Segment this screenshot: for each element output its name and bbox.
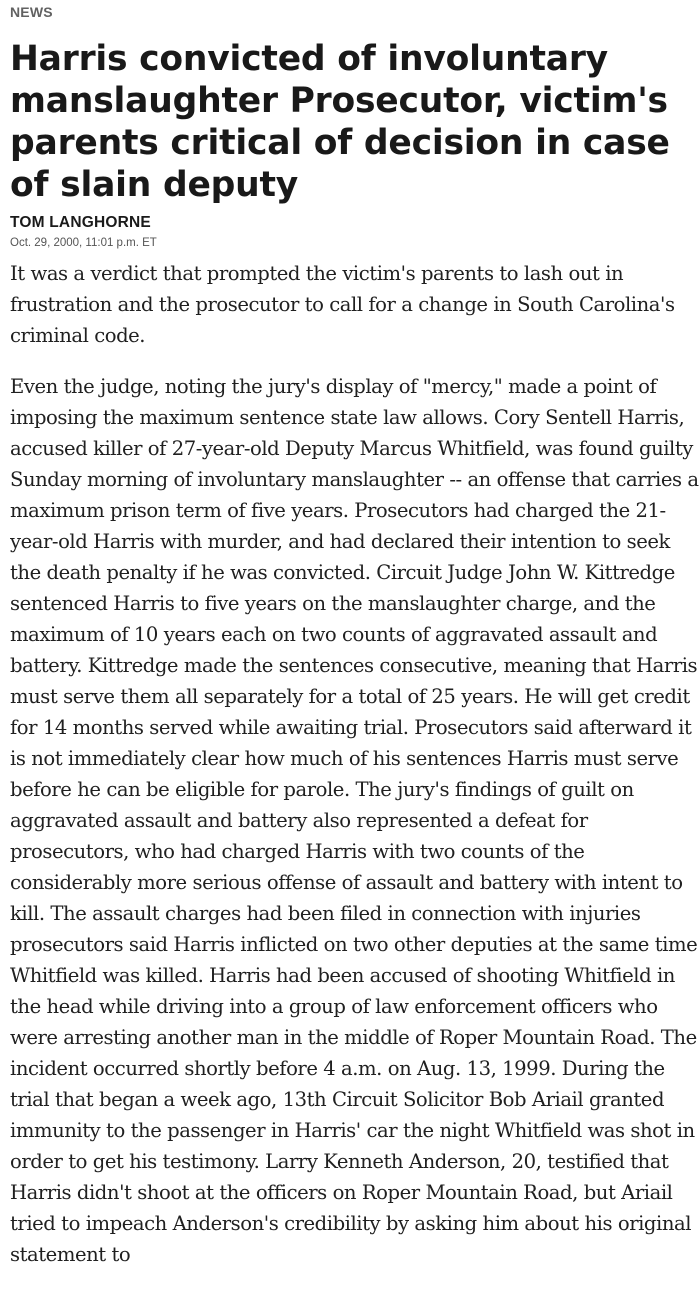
section-label[interactable]: NEWS (10, 4, 53, 20)
dateline: Oct. 29, 2000, 11:01 p.m. ET (10, 237, 157, 249)
headline: Harris convicted of involuntary manslaughter Prosecutor, victim's parents critical of decision in case of slain deputy (10, 39, 670, 205)
author-byline[interactable]: TOM LANGHORNE (10, 214, 151, 231)
article-paragraph: It was a verdict that prompted the victim's parents to lash out in frustration and the prosecutor to call for a change in South Carolina's criminal code. (10, 262, 675, 347)
article-paragraph: Even the judge, noting the jury's display of "mercy," made a point of imposing the maximum sentence state law allows. Cory Sentell Harris, accused killer of 27-year-old Deputy Marcus Whitfield, was found guilty Sunday morning of involuntary manslaughter -- an offense that carries a maximum prison term of five years. Prosecutors had charged the 21-year-old Harris with murder, and had declared their intention to seek the death penalty if he was convicted. Circuit Judge John W. Kittredge sentenced Harris to five years on the manslaughter charge, and the maximum of 10 years each on two counts of aggravated assault and battery. Kittredge made the sentences consecutive, meaning that Harris must serve them all separately for a total of 25 years. He will get credit for 14 months served while awaiting trial. Prosecutors said afterward it is not immediately clear how much of his sentences Harris must serve before he can be eligible for parole. The jury's findings of guilt on aggravated assault and battery also represented a defeat for prosecutors, who had charged Harris with two counts of the considerably more serious offense of assault and battery with intent to kill. The assault charges had been filed in connection with injuries prosecutors said Harris inflicted on two other deputies at the same time Whitfield was killed. Harris had been accused of shooting Whitfield in the head while driving into a group of law enforcement officers who were arresting another man in the middle of Roper Mountain Road. The incident occurred shortly before 4 a.m. on Aug. 13, 1999. During the trial that began a week ago, 13th Circuit Solicitor Bob Ariail granted immunity to the passenger in Harris' car the night Whitfield was shot in order to get his testimony. Larry Kenneth Anderson, 20, testified that Harris didn't shoot at the officers on Roper Mountain Road, but Ariail tried to impeach Anderson's credibility by asking him about his original statement to (10, 375, 699, 1266)
